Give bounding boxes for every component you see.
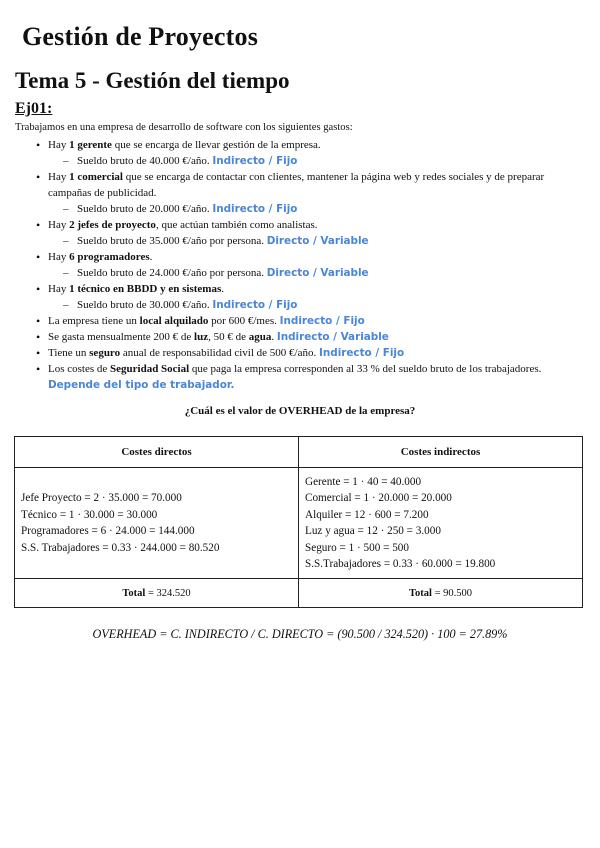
- indirect-cost-line: Luz y agua = 12 · 250 = 3.000: [305, 525, 441, 537]
- total-indirect: Total = 90.500: [299, 579, 583, 608]
- classification-tag: Indirecto / Fijo: [212, 299, 298, 311]
- list-subitem: – Sueldo bruto de 35.000 €/año por persona. Directo / Variable: [15, 233, 587, 249]
- total-direct: Total = 324.520: [15, 579, 299, 608]
- list-subitem: – Sueldo bruto de 30.000 €/año. Indirecto / Fijo: [15, 297, 587, 313]
- question-text: ¿Cuál es el valor de OVERHEAD de la empresa?: [184, 405, 416, 417]
- direct-costs-cell: [15, 468, 299, 579]
- intro-text: Trabajamos en una empresa de desarrollo de software con los siguientes gastos:: [15, 122, 353, 133]
- direct-cost-line: Técnico = 1 · 30.000 = 30.000: [21, 508, 158, 521]
- classification-tag: Indirecto / Fijo: [279, 315, 365, 327]
- classification-tag: Depende del tipo de trabajador.: [48, 379, 235, 391]
- indirect-cost-line: Gerente = 1 · 40 = 40.000: [305, 475, 422, 488]
- list-item-comercial: • Hay 1 comercial que se encarga de contactar con clientes, mantener la página web y redes sociales y de preparar campañas de publicidad.: [15, 169, 587, 201]
- costs-table: [14, 436, 583, 608]
- overhead-formula: OVERHEAD = C. INDIRECTO / C. DIRECTO = (90.500 / 324.520) · 100 = 27.89%: [92, 627, 508, 641]
- classification-tag: Indirecto / Variable: [276, 331, 389, 343]
- doc-title: Gestión de Proyectos: [22, 22, 259, 51]
- header-indirect: Costes indirectos: [299, 437, 583, 468]
- list-item-gerente: • Hay 1 gerente que se encarga de llevar gestión de la empresa.: [15, 137, 587, 153]
- direct-cost-line: Programadores = 6 · 24.000 = 144.000: [21, 525, 195, 537]
- classification-tag: Indirecto / Fijo: [319, 347, 405, 359]
- indirect-cost-line: Alquiler = 12 · 600 = 7.200: [305, 508, 429, 521]
- exercise-label: Ej01:: [15, 100, 53, 117]
- classification-tag: Indirecto / Fijo: [212, 155, 298, 167]
- classification-tag: Indirecto / Fijo: [212, 203, 298, 215]
- list-item-seguro: • Tiene un seguro anual de responsabilidad civil de 500 €/año. Indirecto / Fijo: [15, 345, 587, 361]
- doc-subtitle: Tema 5 - Gestión del tiempo: [15, 68, 290, 93]
- expense-list: [15, 137, 587, 393]
- indirect-cost-line: Seguro = 1 · 500 = 500: [305, 541, 409, 554]
- direct-cost-line: S.S. Trabajadores = 0.33 · 244.000 = 80.520: [21, 541, 220, 554]
- classification-tag: Directo / Variable: [266, 235, 369, 247]
- classification-tag: Directo / Variable: [266, 267, 369, 279]
- list-item-programadores: • Hay 6 programadores.: [15, 249, 587, 265]
- header-direct: Costes directos: [15, 437, 299, 468]
- list-item-jefes: • Hay 2 jefes de proyecto, que actúan también como analistas.: [15, 217, 587, 233]
- list-subitem: – Sueldo bruto de 24.000 €/año por persona. Directo / Variable: [15, 265, 587, 281]
- list-item-seguridad-social: • Los costes de Seguridad Social que paga la empresa corresponden al 33 % del sueldo bruto de los trabajadores. Depende del tipo de trabajador.: [15, 361, 587, 393]
- direct-cost-line: Jefe Proyecto = 2 · 35.000 = 70.000: [21, 492, 182, 504]
- list-subitem: – Sueldo bruto de 40.000 €/año. Indirecto / Fijo: [15, 153, 587, 169]
- list-item-tecnico: • Hay 1 técnico en BBDD y en sistemas.: [15, 281, 587, 297]
- list-subitem: – Sueldo bruto de 20.000 €/año. Indirecto / Fijo: [15, 201, 587, 217]
- indirect-cost-line: Comercial = 1 · 20.000 = 20.000: [305, 492, 452, 504]
- list-item-luz-agua: • Se gasta mensualmente 200 € de luz, 50 € de agua. Indirecto / Variable: [15, 329, 587, 345]
- indirect-cost-line: S.S.Trabajadores = 0.33 · 60.000 = 19.800: [305, 558, 496, 570]
- list-item-local: • La empresa tiene un local alquilado por 600 €/mes. Indirecto / Fijo: [15, 313, 587, 329]
- indirect-costs-cell: [299, 468, 583, 579]
